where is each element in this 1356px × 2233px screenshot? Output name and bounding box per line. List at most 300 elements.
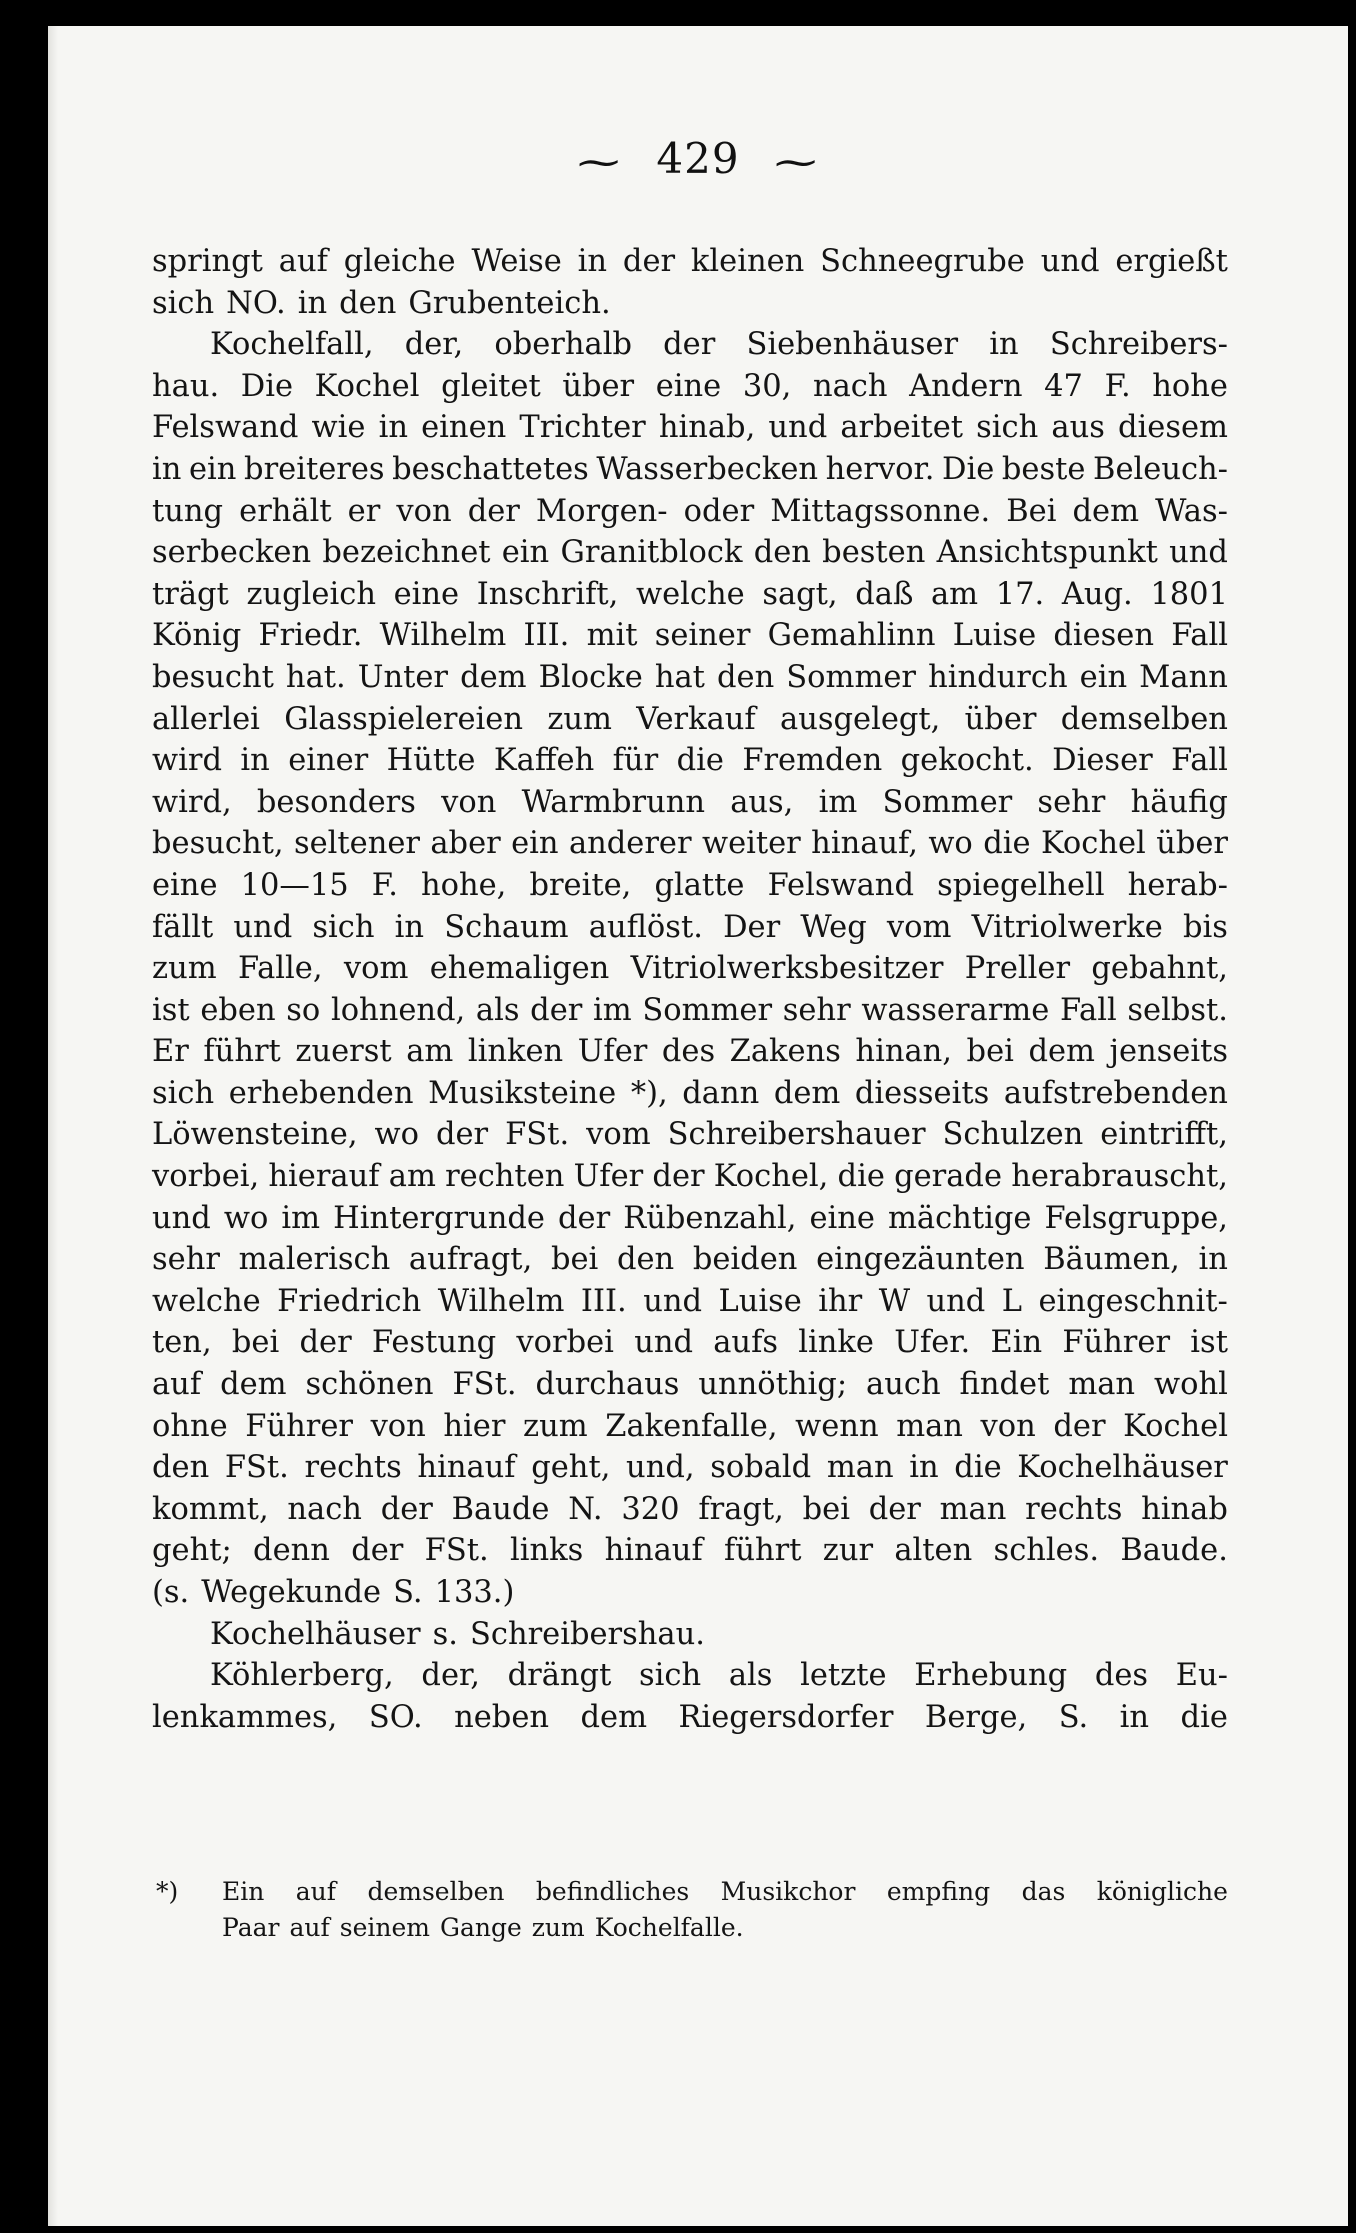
- text-line: [152, 1322, 1228, 1364]
- word: Wilhelm: [379, 618, 507, 654]
- word: 10—15: [240, 867, 349, 903]
- word: besucht: [152, 659, 274, 695]
- word: für: [612, 743, 659, 779]
- word: hinauf,: [811, 826, 918, 862]
- word: Weise: [471, 244, 562, 279]
- word: W: [878, 1283, 911, 1319]
- text-line: [152, 532, 1228, 574]
- word: Friedr.: [258, 618, 363, 654]
- word: rechten: [445, 1159, 565, 1195]
- word: ten,: [152, 1325, 212, 1361]
- word: und: [926, 1283, 986, 1319]
- word: seltener: [293, 826, 420, 862]
- word: nach: [287, 1491, 362, 1527]
- word: bis: [1182, 909, 1228, 945]
- word: sehr: [152, 1242, 220, 1278]
- word: Siebenhäuser: [746, 327, 959, 363]
- word: Der: [723, 909, 781, 945]
- word: FSt.: [505, 1117, 570, 1153]
- word: Rübenzahl,: [623, 1200, 797, 1236]
- word: Kochelfall,: [210, 327, 374, 363]
- word: in: [1119, 1699, 1150, 1735]
- word: auflöst.: [588, 909, 703, 945]
- word: Ufer: [577, 1034, 648, 1070]
- word: Wegekunde: [201, 1575, 382, 1610]
- word: besucht,: [152, 826, 284, 862]
- word: glatte: [654, 867, 745, 903]
- word: am: [930, 576, 979, 612]
- word: sehr: [782, 992, 851, 1028]
- word: Schulzen: [942, 1117, 1084, 1153]
- text-line: [152, 491, 1228, 533]
- word: serbecken: [152, 535, 312, 571]
- word: die: [676, 743, 724, 779]
- word: von: [396, 493, 452, 529]
- word: vorbei,: [152, 1159, 260, 1195]
- word: Schreibershauer: [667, 1117, 926, 1153]
- word: links: [509, 1533, 584, 1569]
- text-line: [152, 782, 1228, 824]
- word: Preller: [964, 951, 1071, 987]
- word: F.: [371, 867, 398, 903]
- text-line: [152, 823, 1228, 865]
- word: in: [240, 743, 270, 779]
- word: hinauf: [417, 1450, 516, 1486]
- word: demselben: [1060, 701, 1228, 737]
- word: eingeschnit-: [1038, 1283, 1228, 1319]
- word: dem: [1072, 493, 1140, 529]
- word: wohl: [1154, 1367, 1228, 1403]
- word: 133.): [434, 1575, 515, 1610]
- word: gebahnt,: [1091, 951, 1228, 987]
- word: ein: [1079, 659, 1128, 695]
- word: der: [380, 1491, 433, 1527]
- word: empfing: [886, 1877, 991, 1906]
- word: auf: [278, 244, 328, 279]
- word: Kochel: [314, 368, 420, 404]
- word: findet: [959, 1367, 1050, 1403]
- word: fällt: [152, 909, 214, 945]
- text-line: [152, 1031, 1228, 1073]
- word: kommt,: [152, 1491, 269, 1527]
- word: gleitet: [441, 368, 541, 404]
- word: oder: [683, 493, 755, 529]
- word: dem: [220, 1367, 287, 1403]
- word: tung: [152, 493, 224, 529]
- word: III.: [523, 618, 570, 654]
- word: hier: [443, 1408, 506, 1444]
- text-line: [152, 699, 1228, 741]
- word: Ein: [990, 1325, 1043, 1361]
- footnote-line: [152, 1910, 1228, 1946]
- word: SO.: [368, 1699, 423, 1735]
- word: sich: [976, 410, 1039, 446]
- word: ohne: [152, 1408, 228, 1444]
- word: Felswand: [767, 867, 914, 903]
- word: ein: [189, 451, 237, 487]
- word: schönen: [305, 1367, 434, 1403]
- word: Löwensteine,: [152, 1117, 358, 1153]
- word: geht,: [531, 1450, 611, 1486]
- word: König: [152, 618, 242, 654]
- word: sich: [312, 909, 375, 945]
- word: und: [152, 1200, 211, 1236]
- word: führt: [203, 1034, 281, 1070]
- word: gekocht.: [900, 743, 1034, 779]
- word: der: [530, 992, 583, 1028]
- word: wird: [152, 743, 222, 779]
- word: über: [562, 368, 635, 404]
- word: ist: [1190, 1325, 1228, 1361]
- word: F.: [1104, 368, 1131, 404]
- page-number: 429: [656, 134, 740, 183]
- word: Dieser: [1052, 743, 1153, 779]
- word: ergießt: [1115, 244, 1228, 279]
- text-line: [152, 449, 1228, 491]
- text-line: [152, 574, 1228, 616]
- word: in: [1198, 1242, 1228, 1278]
- word: zugleich: [246, 576, 376, 612]
- word: vom: [886, 909, 952, 945]
- word: sehr: [1037, 784, 1106, 820]
- word: wo: [374, 1117, 419, 1153]
- word: hindurch: [928, 659, 1068, 695]
- word: letzte: [800, 1658, 887, 1694]
- word: von: [980, 1408, 1036, 1444]
- word: alten: [894, 1533, 973, 1569]
- word: Gange: [439, 1913, 522, 1942]
- word: Fall: [1171, 618, 1228, 654]
- word: Granitblock: [560, 535, 743, 571]
- word: Wilhelm: [437, 1283, 565, 1319]
- ornament-left: ~: [573, 140, 626, 184]
- word: Sommer: [642, 992, 773, 1028]
- text-line: [152, 1614, 1228, 1656]
- word: hat: [654, 659, 705, 695]
- word: trägt: [152, 576, 229, 612]
- word: zuerst: [295, 1034, 392, 1070]
- word: FSt.: [424, 1533, 489, 1569]
- word: FSt.: [224, 1450, 289, 1486]
- word: beschattetes: [392, 451, 589, 487]
- word: in: [394, 909, 425, 945]
- word: zum: [523, 1408, 588, 1444]
- word: eine: [393, 576, 460, 612]
- word: eine: [655, 368, 722, 404]
- word: unnöthig;: [698, 1367, 848, 1403]
- text-line: [152, 1530, 1228, 1572]
- word: linke: [798, 1325, 874, 1361]
- word: Warmbrunn: [521, 784, 705, 820]
- word: denn: [253, 1533, 330, 1569]
- text-line: [152, 407, 1228, 449]
- word: und: [643, 1283, 702, 1319]
- word: Grubenteich.: [408, 285, 611, 321]
- word: über: [964, 701, 1037, 737]
- word: hinauf: [604, 1533, 703, 1569]
- word: herabrauscht,: [1011, 1159, 1228, 1195]
- word: Weg: [800, 909, 867, 945]
- word: eintrifft,: [1100, 1117, 1228, 1153]
- word: sobald: [710, 1450, 812, 1486]
- word: sich: [152, 285, 215, 321]
- word: seinem: [339, 1913, 430, 1942]
- word: spiegelhell: [937, 867, 1105, 903]
- word: daß: [855, 576, 914, 612]
- text-line: [152, 1447, 1228, 1489]
- text-line: [152, 324, 1228, 366]
- word: über: [1156, 826, 1228, 862]
- word: aus: [1051, 410, 1105, 446]
- text-line: [152, 990, 1228, 1032]
- word: L: [1001, 1283, 1023, 1319]
- word: Erhebung: [914, 1658, 1068, 1694]
- word: vorbei: [516, 1325, 614, 1361]
- word: eingezäunten: [816, 1242, 1025, 1278]
- word: in: [909, 1450, 939, 1486]
- word: der: [558, 1200, 611, 1236]
- word: Trichter: [519, 410, 646, 446]
- word: lenkammes,: [152, 1699, 338, 1735]
- word: linken: [467, 1034, 564, 1070]
- word: Luise: [952, 618, 1037, 654]
- word: neben: [454, 1699, 550, 1735]
- word: die: [954, 1450, 1002, 1486]
- word: und: [768, 410, 828, 446]
- text-line: [152, 1239, 1228, 1281]
- word: hinab,: [658, 410, 756, 446]
- word: Die: [942, 451, 995, 487]
- word: welche: [636, 576, 745, 612]
- word: von: [370, 1408, 426, 1444]
- word: man: [1068, 1367, 1136, 1403]
- word: anderer: [568, 826, 692, 862]
- word: fragt,: [698, 1491, 784, 1527]
- word: mit: [586, 618, 638, 654]
- word: der: [652, 1159, 705, 1195]
- word: Baude: [451, 1491, 550, 1527]
- word: herab-: [1127, 867, 1228, 903]
- word: hat.: [285, 659, 346, 695]
- word: Glasspielereien: [284, 701, 524, 737]
- word: den: [152, 1450, 210, 1486]
- word: der,: [421, 1658, 480, 1694]
- footnote-line: [152, 1874, 1228, 1910]
- word: Festung: [371, 1325, 497, 1361]
- word: wo: [928, 826, 973, 862]
- word: bezeichnet: [322, 535, 491, 571]
- word: gleiche: [343, 244, 456, 279]
- word: Andern: [909, 368, 1023, 404]
- word: Sommer: [786, 659, 917, 695]
- word: aus,: [730, 784, 794, 820]
- word: zum: [547, 701, 612, 737]
- word: Fremden: [742, 743, 883, 779]
- word: auch: [866, 1367, 941, 1403]
- word: allerlei: [152, 701, 260, 737]
- word: wenn: [795, 1408, 879, 1444]
- word: der: [622, 244, 676, 279]
- word: wasserarme: [861, 992, 1050, 1028]
- word: Morgen-: [535, 493, 668, 529]
- word: Kochel: [1040, 826, 1146, 862]
- word: wo: [223, 1200, 269, 1236]
- word: dem: [580, 1699, 647, 1735]
- word: so: [286, 992, 321, 1028]
- word: befindliches: [535, 1877, 690, 1906]
- word: königliche: [1096, 1877, 1228, 1906]
- word: das: [1021, 1877, 1066, 1906]
- body-text: [152, 241, 1228, 1738]
- word: hohe: [1152, 368, 1228, 404]
- word: Eu-: [1175, 1658, 1228, 1694]
- word: Mittagssonne.: [770, 493, 991, 529]
- word: Luise: [718, 1283, 802, 1319]
- word: seiner: [654, 618, 751, 654]
- word: Gemahlinn: [767, 618, 936, 654]
- word: Was-: [1155, 493, 1228, 529]
- word: vom: [343, 951, 409, 987]
- word: hau.: [152, 368, 220, 404]
- text-line: [152, 657, 1228, 699]
- word: Kochelhäuser: [210, 1616, 421, 1652]
- word: eine: [809, 1200, 875, 1236]
- word: 17.: [995, 576, 1045, 612]
- word: man: [826, 1450, 894, 1486]
- word: zum: [152, 951, 217, 987]
- text-line: [152, 1156, 1228, 1198]
- word: Aug.: [1061, 576, 1133, 612]
- text-line: [152, 1489, 1228, 1531]
- word: nach: [812, 368, 888, 404]
- word: auf: [152, 1367, 202, 1403]
- word: die: [1180, 1699, 1228, 1735]
- text-line: [152, 283, 1228, 325]
- word: Ansichtspunkt: [936, 535, 1158, 571]
- word: rechts: [1025, 1491, 1123, 1527]
- word: springt: [152, 244, 263, 279]
- footnote-mark: *): [156, 1877, 179, 1906]
- word: am: [388, 1159, 436, 1195]
- word: in: [378, 410, 408, 446]
- word: des: [1094, 1658, 1149, 1694]
- word: und: [634, 1325, 693, 1361]
- word: Kochelhäuser: [1017, 1450, 1228, 1486]
- text-line: [152, 1406, 1228, 1448]
- word: der: [435, 1117, 489, 1153]
- word: welche: [152, 1283, 261, 1319]
- word: die: [837, 1159, 885, 1195]
- word: zum: [531, 1913, 585, 1942]
- word: häufig: [1130, 784, 1228, 820]
- word: malerisch: [238, 1242, 391, 1278]
- word: in: [989, 327, 1019, 363]
- word: auf: [289, 1913, 330, 1942]
- word: Köhlerberg,: [210, 1658, 394, 1694]
- text-line: [152, 865, 1228, 907]
- word: im: [281, 1200, 321, 1236]
- word: führt: [724, 1533, 802, 1569]
- word: diesem: [1118, 410, 1228, 446]
- word: Schneegrube: [820, 244, 1025, 279]
- text-line: [152, 948, 1228, 990]
- word: NO.: [226, 285, 286, 321]
- word: breite,: [529, 867, 632, 903]
- word: geht;: [152, 1533, 232, 1569]
- word: des: [661, 1034, 716, 1070]
- word: Falle,: [237, 951, 323, 987]
- word: dem: [1028, 1034, 1095, 1070]
- word: erhält: [239, 493, 332, 529]
- word: Führer: [245, 1408, 353, 1444]
- word: weiter: [701, 826, 801, 862]
- word: besten: [822, 535, 926, 571]
- word: aufs: [713, 1325, 779, 1361]
- text-line: [152, 1114, 1228, 1156]
- word: Hintergrunde: [333, 1200, 545, 1236]
- word: Kochel,: [713, 1159, 829, 1195]
- text-line: [152, 740, 1228, 782]
- word: drängt: [507, 1658, 612, 1694]
- word: eine: [152, 867, 218, 903]
- text-line: [152, 1572, 1228, 1614]
- word: Unter: [357, 659, 448, 695]
- word: den: [616, 1242, 675, 1278]
- word: dann: [682, 1075, 760, 1111]
- page-header: [48, 134, 1348, 184]
- word: der: [351, 1533, 404, 1569]
- word: eben: [200, 992, 276, 1028]
- word: Er: [152, 1034, 189, 1070]
- word: Friedrich: [277, 1283, 422, 1319]
- word: ist: [152, 992, 190, 1028]
- word: aber: [430, 826, 501, 862]
- word: hohe,: [420, 867, 507, 903]
- word: als: [475, 992, 520, 1028]
- word: Sommer: [882, 784, 1013, 820]
- word: S.: [393, 1575, 423, 1610]
- word: bei: [550, 1242, 599, 1278]
- text-line: [152, 1198, 1228, 1240]
- word: ein: [501, 535, 550, 571]
- word: Fall: [1059, 992, 1117, 1028]
- book-page: [48, 26, 1348, 2226]
- ornament-right: ~: [770, 140, 823, 184]
- word: Schreibers-: [1049, 327, 1228, 363]
- text-line: [152, 241, 1228, 283]
- word: bei: [966, 1034, 1014, 1070]
- word: und,: [626, 1450, 695, 1486]
- word: ausgelegt,: [780, 701, 941, 737]
- word: Ufer: [573, 1159, 644, 1195]
- word: der: [868, 1491, 921, 1527]
- word: dem: [460, 659, 527, 695]
- word: den: [753, 535, 811, 571]
- word: oberhalb: [494, 327, 632, 363]
- word: FSt.: [452, 1367, 517, 1403]
- word: bei: [231, 1325, 280, 1361]
- word: S.: [1058, 1699, 1089, 1735]
- word: Kochelfalle.: [594, 1913, 744, 1942]
- text-line: [152, 907, 1228, 949]
- word: zur: [822, 1533, 874, 1569]
- word: als: [728, 1658, 773, 1694]
- word: Riegersdorfer: [678, 1699, 894, 1735]
- word: lohnend,: [330, 992, 466, 1028]
- word: Schaum: [444, 909, 569, 945]
- word: diesen: [1053, 618, 1154, 654]
- word: Fall: [1171, 743, 1228, 779]
